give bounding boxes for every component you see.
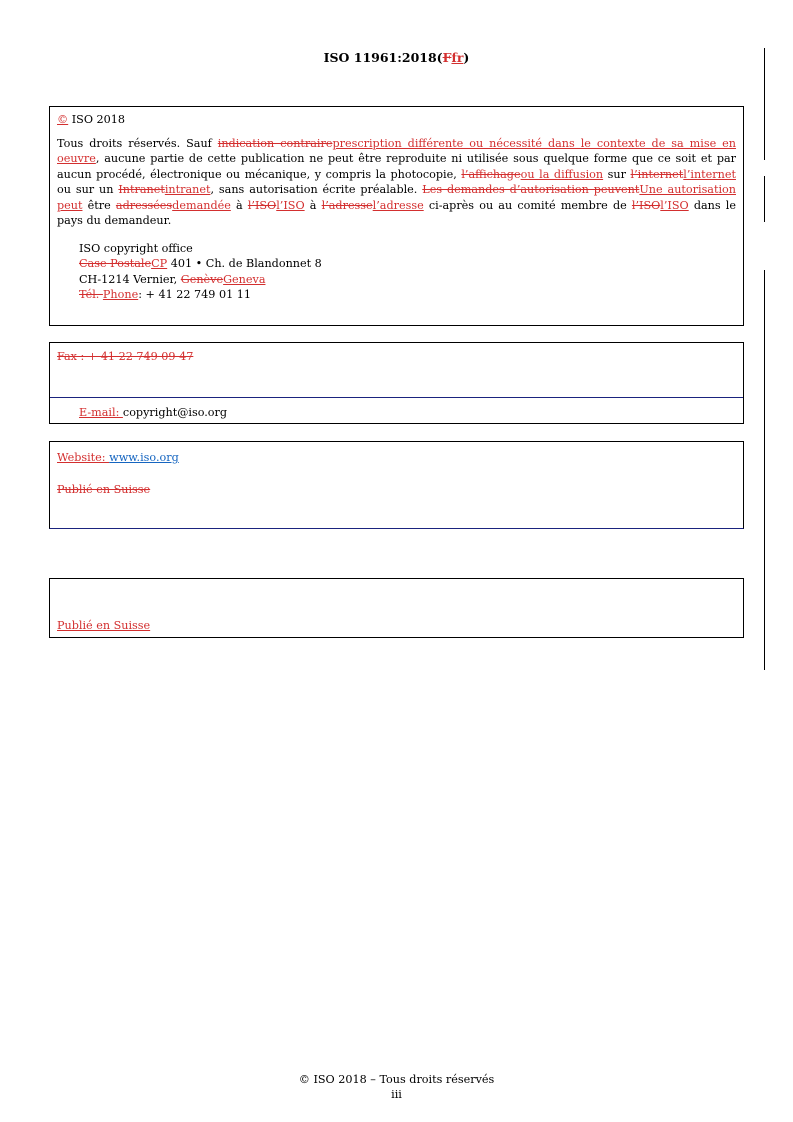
publie-deleted-line: Publié en Suisse [57, 483, 151, 496]
phone-line: Tél. Phone: + 41 22 749 01 11 [79, 288, 251, 301]
title-close-paren: ) [463, 50, 470, 65]
email-address: copyright@iso.org [122, 406, 228, 419]
address-block [57, 241, 736, 303]
publie-box [49, 578, 744, 638]
website-line: Website: www.iso.org [57, 451, 179, 464]
page-header [0, 50, 793, 65]
email-line: E-mail: copyright@iso.org [79, 406, 228, 419]
page-footer [0, 1072, 793, 1102]
website-link[interactable]: www.iso.org [109, 451, 179, 464]
language-code-deleted: F [442, 50, 452, 65]
copyright-statement: Tous droits réservés. Sauf indication contraireprescription différente ou nécessité dans le contexte de sa mise en oeuvre, aucune partie de cette publication ne peut être reproduite ni utilisée sous quelque forme que ce soit et par aucun procédé, électronique ou mécanique, y compris la photocopie, l’affichageou la diffusion sur l’internetl’internet ou sur un Intranetintranet, sans autorisation écrite préalable. Les demandes d’autorisation peuventUne autorisation peut être adresséesdemandée à l’ISOl’ISO à l’adressel’adresse ci-après ou au comité membre de l’ISOl’ISO dans le pays du demandeur. [57, 136, 737, 227]
box-divider [50, 397, 743, 398]
city-line: CH-1214 Vernier, GenèveGeneva [79, 272, 266, 286]
fax-email-box [49, 342, 744, 424]
page-number: iii [391, 1088, 402, 1101]
copyright-year-line: © ISO 2018 [57, 113, 126, 126]
website-box [49, 441, 744, 529]
copyright-box [49, 106, 744, 326]
postal-line: Case PostaleCP 401 • Ch. de Blandonnet 8 [79, 257, 322, 270]
change-bar [764, 48, 765, 160]
language-code-inserted: fr [451, 50, 464, 65]
copyright-symbol: © [57, 113, 69, 126]
fax-line: Fax : + 41 22 749 09 47 [57, 350, 194, 363]
change-bar [764, 270, 765, 670]
document-title: ISO 11961:2018( [323, 50, 443, 65]
office-name: ISO copyright office [79, 241, 193, 255]
publie-inserted-line: Publié en Suisse [57, 619, 151, 632]
change-bar [764, 176, 765, 222]
footer-copyright: © ISO 2018 – Tous droits réservés [298, 1073, 495, 1086]
